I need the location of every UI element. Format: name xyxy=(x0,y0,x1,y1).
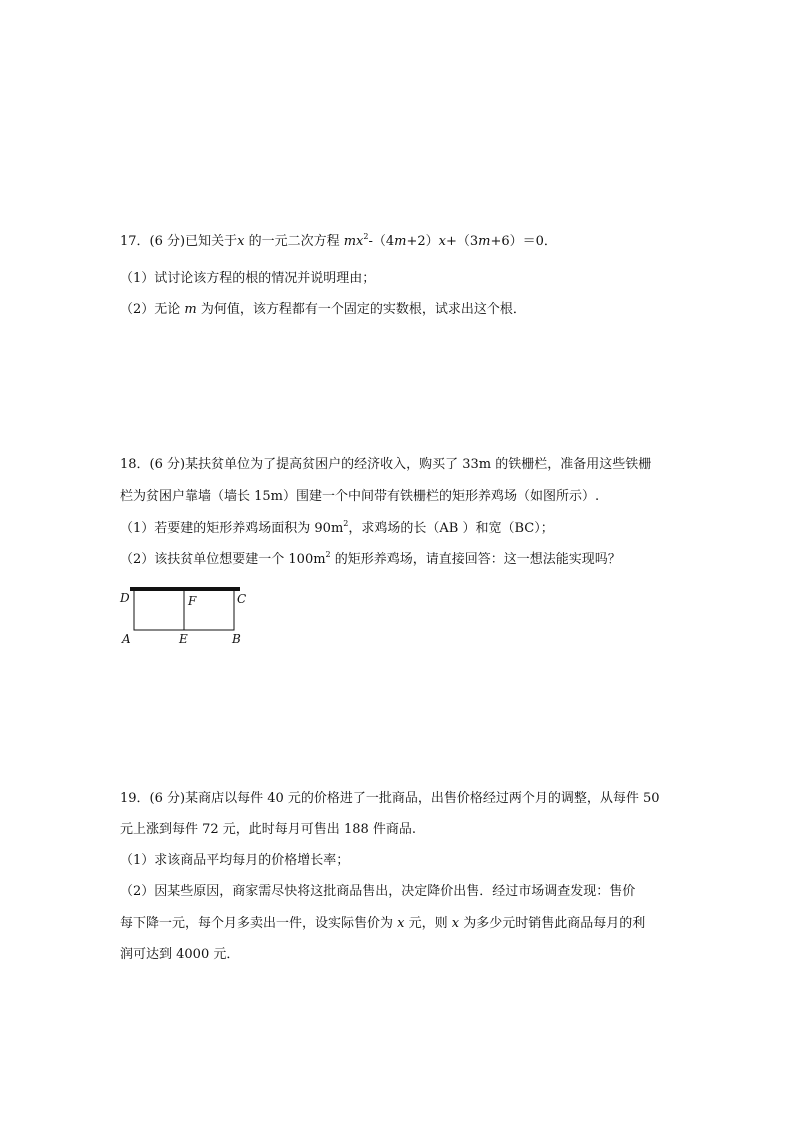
label-b: B xyxy=(232,632,241,646)
q19-part2-line1: （2）因某些原因，商家需尽快将这批商品售出，决定降价出售．经过市场调查发现：售价 xyxy=(120,884,636,899)
q17-m2: m xyxy=(478,234,491,249)
q19-part2-line3: 润可达到 4000 元． xyxy=(120,947,240,962)
q19-line2: 元上涨到每件 72 元，此时每月可售出 188 件商品. xyxy=(120,822,417,837)
q19-line1: 19．(6 分)某商店以每件 40 元的价格进了一批商品，出售价格经过两个月的调整，从每件 50 xyxy=(120,791,660,806)
q19-part1: （1）求该商品平均每月的价格增长率； xyxy=(120,853,350,868)
q17-part1: （1）试讨论该方程的根的情况并说明理由； xyxy=(120,271,376,286)
q18-part1-a: （1）若要建的矩形养鸡场面积为 90m xyxy=(120,521,344,536)
label-c: C xyxy=(237,592,247,606)
q17-mx: mx xyxy=(343,234,364,249)
q18-part1-square: 2 xyxy=(343,518,349,528)
q17-eq-c: +（3 xyxy=(445,234,479,249)
q19-var-x2: x xyxy=(451,916,460,931)
label-a: A xyxy=(122,632,131,646)
q17-square: 2 xyxy=(363,231,369,241)
label-f: F xyxy=(188,594,197,608)
q18-part2 xyxy=(120,551,621,569)
q17-m1: m xyxy=(394,234,407,249)
q17-part2 xyxy=(120,301,526,319)
q17-eq-a: -（4 xyxy=(368,234,395,249)
q17-stem-mid: 的一元二次方程 xyxy=(244,234,344,249)
q19-var-x1: x xyxy=(397,916,405,931)
q18-part2-a: （2）该扶贫单位想要建一个 100m xyxy=(120,552,326,567)
q17-part2-a: （2）无论 xyxy=(120,302,185,317)
q18-line2: 栏为贫困户靠墙（墙长 15m）围建一个中间带有铁栅栏的矩形养鸡场（如图所示）. xyxy=(120,489,600,504)
q17-part2-b: 为何值，该方程都有一个固定的实数根，试求出这个根． xyxy=(196,302,526,317)
label-e: E xyxy=(179,632,188,646)
q19-part2-line2-c: 为多少元时销售此商品每月的利 xyxy=(459,916,646,931)
q17-eq-b: +2） xyxy=(406,234,439,249)
q18-part1-b: ，求鸡场的长（AB ）和宽（BC）； xyxy=(348,521,554,536)
q17-x2: x xyxy=(438,234,446,249)
q18-part2-b: 的矩形养鸡场，请直接回答：这一想法能实现吗？ xyxy=(330,552,621,567)
q17-eq-d: +6）＝0． xyxy=(490,234,557,249)
q17-part2-m: m xyxy=(184,302,197,317)
q19-part2-line2-a: 每下降一元，每个月多卖出一件，设实际售价为 xyxy=(120,916,398,931)
q17-stem xyxy=(120,233,557,251)
q18-line1: 18．(6 分)某扶贫单位为了提高贫困户的经济收入，购买了 33m 的铁栅栏，准备用这些铁栅 xyxy=(120,457,652,472)
q18-part2-square: 2 xyxy=(325,549,331,559)
q17-var-x: x xyxy=(237,234,245,249)
q17-stem-prefix: 17．(6 分)已知关于 xyxy=(120,234,238,249)
q18-part1 xyxy=(120,520,554,538)
q19-part2-line2 xyxy=(120,915,645,933)
q18-figure xyxy=(118,584,258,650)
label-d: D xyxy=(120,591,130,605)
q19-part2-line2-b: 元，则 xyxy=(404,916,452,931)
